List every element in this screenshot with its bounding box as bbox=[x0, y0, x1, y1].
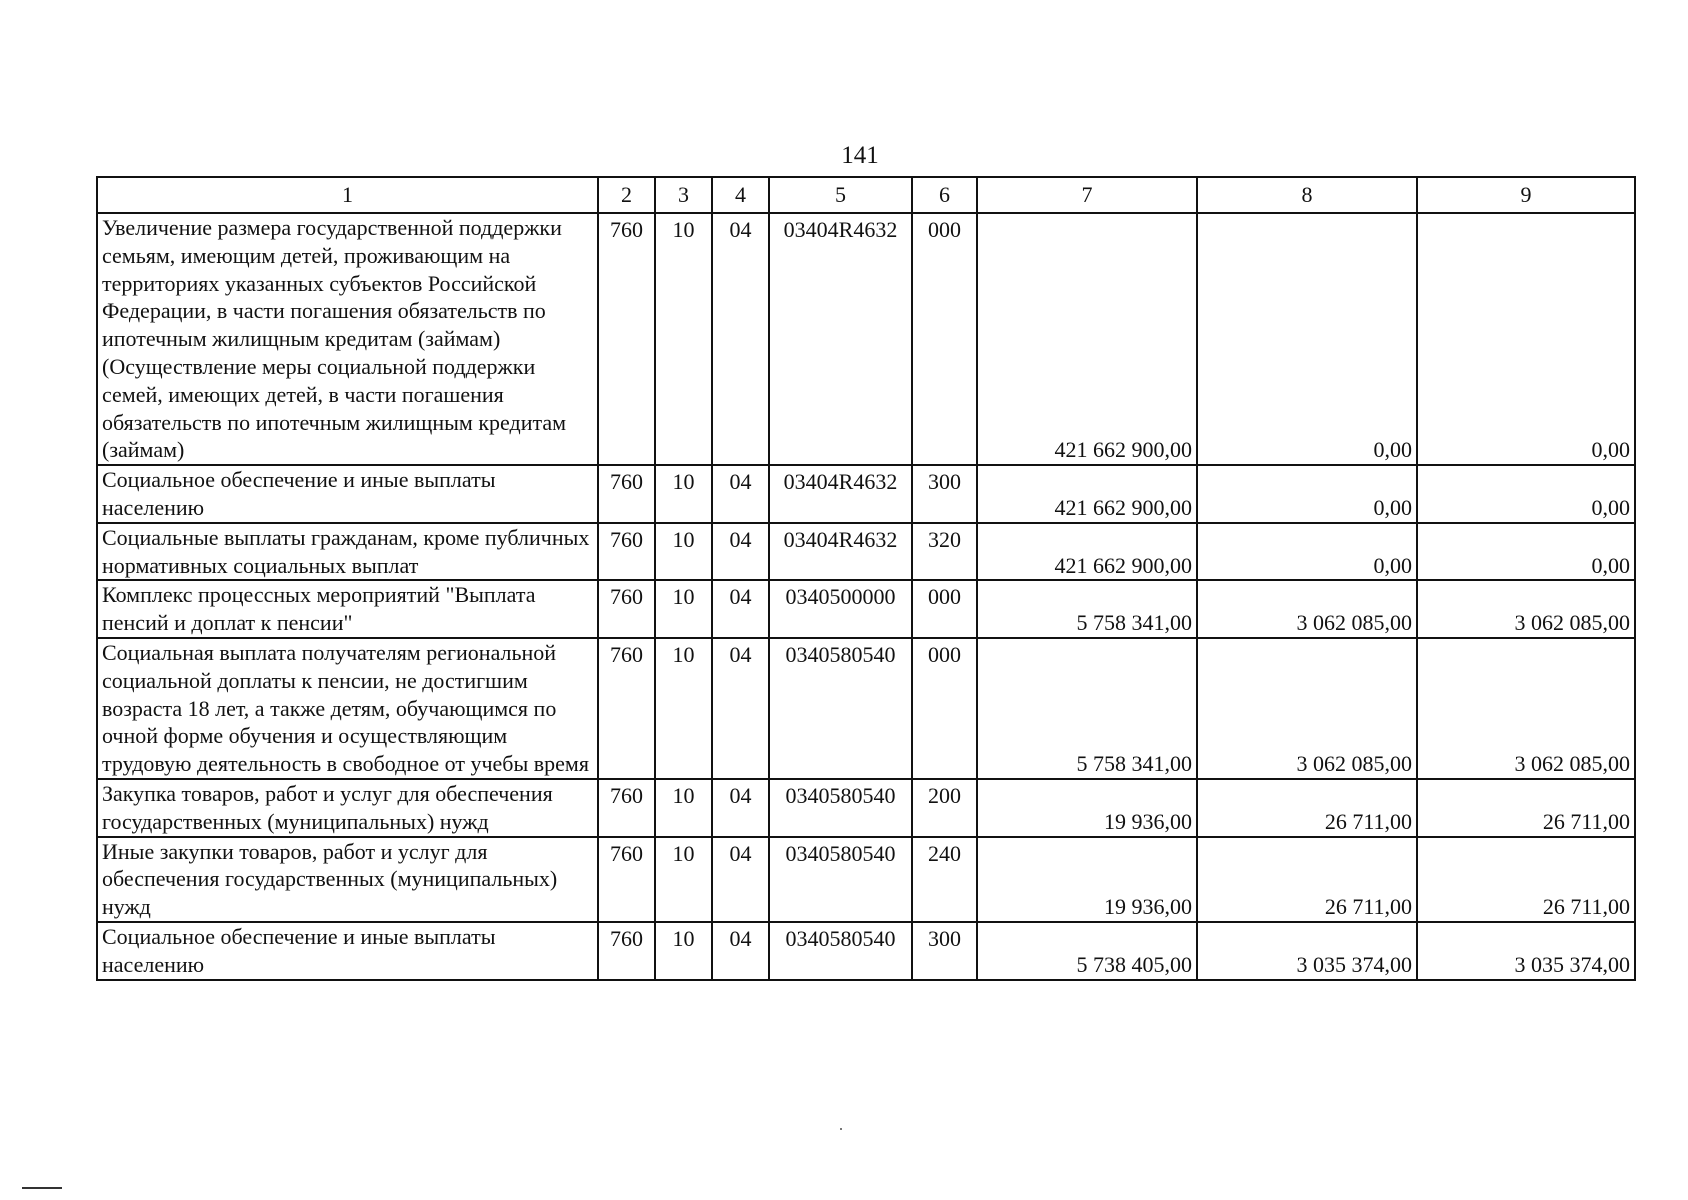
row-amount-col9: 0,00 bbox=[1417, 523, 1635, 581]
table-row bbox=[97, 213, 1635, 465]
row-amount-col8: 0,00 bbox=[1197, 523, 1417, 581]
row-expense-type-code: 240 bbox=[912, 837, 977, 922]
header-cell: 5 bbox=[769, 177, 912, 213]
row-ministry-code: 760 bbox=[598, 922, 655, 980]
row-section-code: 10 bbox=[655, 213, 712, 465]
scan-artifact-line bbox=[22, 1187, 62, 1189]
row-name: Социальное обеспечение и иные выплаты населению bbox=[97, 922, 598, 980]
row-amount-col9: 3 062 085,00 bbox=[1417, 638, 1635, 779]
row-expense-type-code: 320 bbox=[912, 523, 977, 581]
row-expense-type-code: 000 bbox=[912, 638, 977, 779]
row-amount-col8: 3 062 085,00 bbox=[1197, 638, 1417, 779]
row-expense-type-code: 000 bbox=[912, 213, 977, 465]
row-ministry-code: 760 bbox=[598, 465, 655, 523]
header-cell: 4 bbox=[712, 177, 769, 213]
row-target-code: 0340580540 bbox=[769, 837, 912, 922]
row-target-code: 0340580540 bbox=[769, 779, 912, 837]
row-amount-col8: 26 711,00 bbox=[1197, 779, 1417, 837]
row-name: Иные закупки товаров, работ и услуг для обеспечения государственных (муниципальных) нужд bbox=[97, 837, 598, 922]
row-expense-type-code: 200 bbox=[912, 779, 977, 837]
row-amount-col7: 5 758 341,00 bbox=[977, 580, 1197, 638]
row-amount-col9: 0,00 bbox=[1417, 213, 1635, 465]
header-cell: 8 bbox=[1197, 177, 1417, 213]
row-subsection-code: 04 bbox=[712, 922, 769, 980]
header-cell: 3 bbox=[655, 177, 712, 213]
row-subsection-code: 04 bbox=[712, 837, 769, 922]
row-amount-col7: 421 662 900,00 bbox=[977, 465, 1197, 523]
row-subsection-code: 04 bbox=[712, 779, 769, 837]
row-amount-col7: 19 936,00 bbox=[977, 837, 1197, 922]
page-number: 141 bbox=[841, 142, 879, 169]
header-row bbox=[97, 177, 1635, 213]
row-expense-type-code: 300 bbox=[912, 922, 977, 980]
row-amount-col9: 0,00 bbox=[1417, 465, 1635, 523]
table-row bbox=[97, 779, 1635, 837]
row-name: Социальная выплата получателям региональной социальной доплаты к пенсии, не достигшим возраста 18 лет, а также детям, обучающимся по очной форме обучения и осуществляющим трудовую деятельность в свободное от учебы время bbox=[97, 638, 598, 779]
header-cell: 7 bbox=[977, 177, 1197, 213]
row-ministry-code: 760 bbox=[598, 779, 655, 837]
row-amount-col9: 26 711,00 bbox=[1417, 837, 1635, 922]
row-amount-col8: 0,00 bbox=[1197, 213, 1417, 465]
budget-table bbox=[96, 176, 1636, 981]
header-cell: 6 bbox=[912, 177, 977, 213]
scan-artifact-dot bbox=[840, 1128, 842, 1130]
row-name: Социальное обеспечение и иные выплаты населению bbox=[97, 465, 598, 523]
row-ministry-code: 760 bbox=[598, 523, 655, 581]
row-section-code: 10 bbox=[655, 580, 712, 638]
row-amount-col9: 26 711,00 bbox=[1417, 779, 1635, 837]
row-subsection-code: 04 bbox=[712, 213, 769, 465]
row-amount-col7: 5 738 405,00 bbox=[977, 922, 1197, 980]
row-target-code: 0340580540 bbox=[769, 922, 912, 980]
row-expense-type-code: 000 bbox=[912, 580, 977, 638]
row-amount-col9: 3 062 085,00 bbox=[1417, 580, 1635, 638]
row-section-code: 10 bbox=[655, 638, 712, 779]
row-ministry-code: 760 bbox=[598, 837, 655, 922]
row-name: Закупка товаров, работ и услуг для обеспечения государственных (муниципальных) нужд bbox=[97, 779, 598, 837]
row-section-code: 10 bbox=[655, 523, 712, 581]
row-ministry-code: 760 bbox=[598, 580, 655, 638]
row-ministry-code: 760 bbox=[598, 213, 655, 465]
row-name: Социальные выплаты гражданам, кроме публичных нормативных социальных выплат bbox=[97, 523, 598, 581]
row-subsection-code: 04 bbox=[712, 465, 769, 523]
header-cell: 1 bbox=[97, 177, 598, 213]
row-amount-col7: 421 662 900,00 bbox=[977, 213, 1197, 465]
row-target-code: 03404R4632 bbox=[769, 465, 912, 523]
header-cell: 2 bbox=[598, 177, 655, 213]
row-amount-col8: 26 711,00 bbox=[1197, 837, 1417, 922]
row-amount-col9: 3 035 374,00 bbox=[1417, 922, 1635, 980]
row-section-code: 10 bbox=[655, 922, 712, 980]
row-section-code: 10 bbox=[655, 465, 712, 523]
table-row bbox=[97, 580, 1635, 638]
table-row bbox=[97, 465, 1635, 523]
row-amount-col8: 3 035 374,00 bbox=[1197, 922, 1417, 980]
row-amount-col8: 3 062 085,00 bbox=[1197, 580, 1417, 638]
row-amount-col8: 0,00 bbox=[1197, 465, 1417, 523]
table-row bbox=[97, 837, 1635, 922]
row-section-code: 10 bbox=[655, 837, 712, 922]
row-target-code: 03404R4632 bbox=[769, 523, 912, 581]
table-row bbox=[97, 523, 1635, 581]
row-target-code: 0340500000 bbox=[769, 580, 912, 638]
row-subsection-code: 04 bbox=[712, 580, 769, 638]
header-cell: 9 bbox=[1417, 177, 1635, 213]
row-name: Увеличение размера государственной поддержки семьям, имеющим детей, проживающим на территориях указанных субъектов Российской Федерации, в части погашения обязательств по ипотечным жилищным кредитам (займам) (Осуществление меры социальной поддержки семей, имеющих детей, в части погашения обязательств по ипотечным жилищным кредитам (займам) bbox=[97, 213, 598, 465]
row-name: Комплекс процессных мероприятий "Выплата пенсий и доплат к пенсии" bbox=[97, 580, 598, 638]
row-ministry-code: 760 bbox=[598, 638, 655, 779]
row-target-code: 03404R4632 bbox=[769, 213, 912, 465]
row-amount-col7: 19 936,00 bbox=[977, 779, 1197, 837]
row-section-code: 10 bbox=[655, 779, 712, 837]
table-row bbox=[97, 638, 1635, 779]
row-target-code: 0340580540 bbox=[769, 638, 912, 779]
row-subsection-code: 04 bbox=[712, 523, 769, 581]
row-amount-col7: 421 662 900,00 bbox=[977, 523, 1197, 581]
row-subsection-code: 04 bbox=[712, 638, 769, 779]
row-expense-type-code: 300 bbox=[912, 465, 977, 523]
table-row bbox=[97, 922, 1635, 980]
row-amount-col7: 5 758 341,00 bbox=[977, 638, 1197, 779]
